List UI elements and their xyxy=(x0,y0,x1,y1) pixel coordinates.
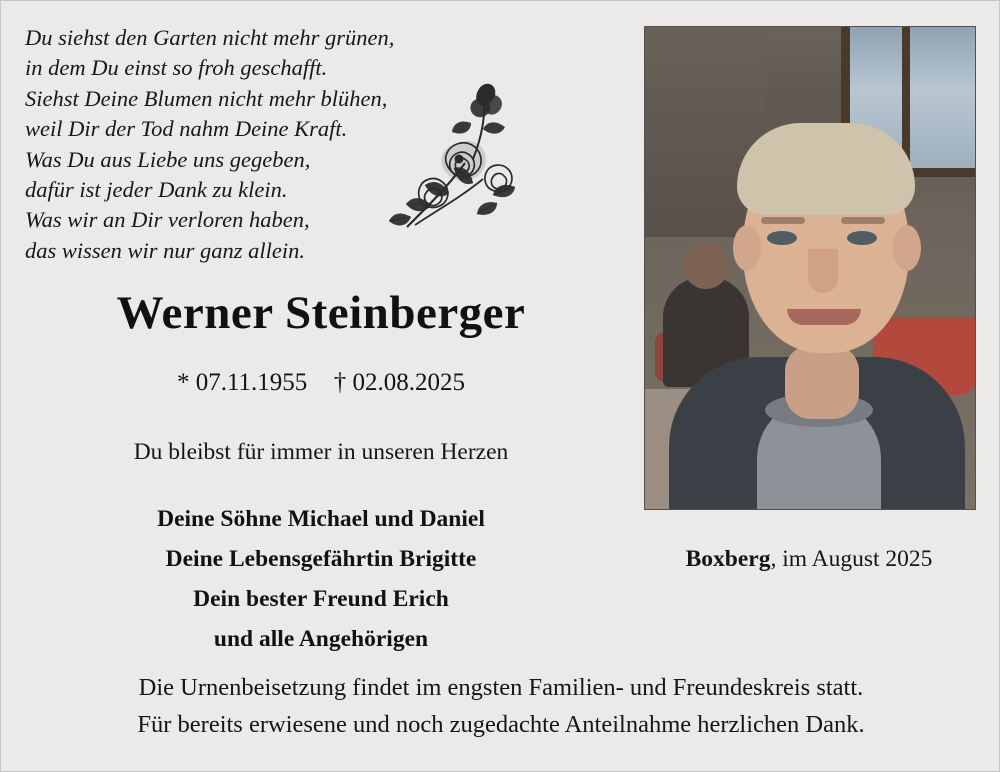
photo-subject-eyebrow xyxy=(841,217,885,224)
life-dates xyxy=(1,369,641,397)
poem-line: in dem Du einst so froh geschafft. xyxy=(25,55,328,81)
footer-line: Die Urnenbeisetzung findet im engsten Familien- und Freundeskreis statt. xyxy=(138,674,864,701)
photo-subject-ear xyxy=(893,225,921,271)
survivor-line: Dein bester Freund Erich xyxy=(193,586,449,612)
place-date: , im August 2025 xyxy=(770,546,933,572)
poem-line: das wissen wir nur ganz allein. xyxy=(25,237,306,263)
poem-line: Was Du aus Liebe uns gegeben, xyxy=(25,146,311,172)
footer-block xyxy=(1,669,1000,743)
poem-line: dafür ist jeder Dank zu klein. xyxy=(25,177,288,203)
memorial-line: Du bleibst für immer in unseren Herzen xyxy=(133,439,509,465)
photo-subject-hair xyxy=(737,123,915,215)
survivor-line: Deine Lebensgefährtin Brigitte xyxy=(165,546,477,572)
death-symbol: † xyxy=(333,369,347,396)
photo-subject-eye xyxy=(847,231,877,245)
place-and-date xyxy=(644,546,974,573)
photo-subject-neck xyxy=(785,345,859,419)
footer-line: Für bereits erwiesene und noch zugedachte Anteilnahme herzlichen Dank. xyxy=(137,711,865,738)
survivors-block xyxy=(1,499,641,659)
deceased-name: Werner Steinberger xyxy=(116,287,526,339)
birth-symbol: * xyxy=(176,369,190,396)
photo-subject-eye xyxy=(767,231,797,245)
poem-line: Was wir an Dir verloren haben, xyxy=(25,207,310,233)
survivor-line: Deine Söhne Michael und Daniel xyxy=(157,506,485,532)
poem-line: Du siehst den Garten nicht mehr grünen, xyxy=(25,25,395,50)
poem-line: Siehst Deine Blumen nicht mehr blühen, xyxy=(25,85,388,111)
photo-subject-ear xyxy=(733,225,761,271)
portrait-photo xyxy=(644,26,976,510)
photo-subject-eyebrow xyxy=(761,217,805,224)
place-city: Boxberg xyxy=(685,546,771,572)
birth-date: 07.11.1955 xyxy=(195,369,308,396)
photo-subject-nose xyxy=(808,249,838,293)
death-date: 02.08.2025 xyxy=(352,369,466,396)
rose-flower-ornament-icon xyxy=(387,67,537,237)
photo-subject-mouth xyxy=(787,309,861,325)
survivor-line: und alle Angehörigen xyxy=(213,626,429,652)
poem-line: weil Dir der Tod nahm Deine Kraft. xyxy=(25,116,348,142)
